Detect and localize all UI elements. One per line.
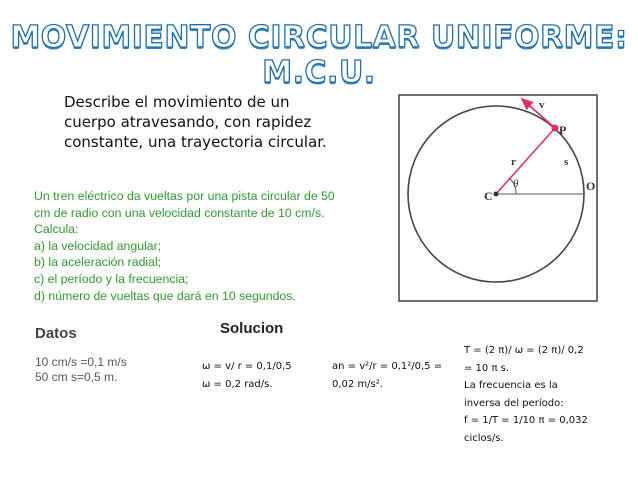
page-title: MOVIMIENTO CIRCULAR UNIFORME: M.C.U. xyxy=(10,20,628,90)
datos-line: 10 cm/s =0,1 m/s xyxy=(35,355,127,369)
label-c: C xyxy=(484,189,493,203)
problem-line: Calcula: xyxy=(34,222,79,237)
calc-line: T = (2 π)/ ω = (2 π)/ 0,2 xyxy=(464,345,584,356)
definition-line: constante, una trayectoria circular. xyxy=(64,133,327,151)
label-theta: θ xyxy=(513,178,519,190)
solucion-heading: Solucion xyxy=(220,320,284,337)
calc-line: an = v²/r = 0,1²/0,5 = xyxy=(332,361,443,372)
circular-motion-diagram xyxy=(398,94,598,302)
label-o: O xyxy=(586,179,596,193)
problem-statement xyxy=(34,188,364,304)
calc-line: ciclos/s. xyxy=(464,432,504,444)
problem-line: c) el período y la frecuencia; xyxy=(34,271,189,286)
problem-line: b) la aceleración radial; xyxy=(34,255,162,270)
label-r: r xyxy=(511,156,516,168)
point-p xyxy=(552,125,559,132)
diagram-frame xyxy=(399,95,597,301)
calc-line: = 10 π s. xyxy=(464,362,510,374)
calc-line: inversa del período: xyxy=(464,397,564,409)
definition-line: Describe el movimiento de un xyxy=(64,93,290,111)
calc-line: ω = 0,2 rad/s. xyxy=(202,378,273,390)
period-frequency-calc xyxy=(464,342,588,447)
problem-line: cm de radio con una velocidad constante de 10 cm/s. xyxy=(34,205,325,220)
calc-line: ω = v/ r = 0,1/0,5 xyxy=(202,361,292,372)
calc-line: f = 1/T = 1/10 π = 0,032 xyxy=(464,415,588,426)
label-p: P xyxy=(559,123,567,137)
problem-line: a) la velocidad angular; xyxy=(34,238,162,253)
label-v: v xyxy=(539,99,545,111)
datos-values xyxy=(35,355,127,385)
datos-line: 50 cm s=0,5 m. xyxy=(35,370,118,384)
calc-line: La frecuencia es la xyxy=(464,380,558,391)
center-point xyxy=(494,192,499,197)
calc-line: 0,02 m/s². xyxy=(332,378,383,390)
datos-heading: Datos xyxy=(35,325,77,342)
label-s: s xyxy=(564,156,569,168)
radial-acceleration-calc xyxy=(332,358,442,393)
circular-motion-figure xyxy=(398,94,598,302)
definition-text xyxy=(64,92,334,152)
angular-velocity-calc xyxy=(202,358,292,393)
problem-line: Un tren eléctrico da vueltas por una pista circular de 50 xyxy=(34,189,335,203)
problem-line: d) número de vueltas que dará en 10 segundos. xyxy=(34,288,296,303)
definition-line: cuerpo atravesando, con rapidez xyxy=(64,113,312,131)
